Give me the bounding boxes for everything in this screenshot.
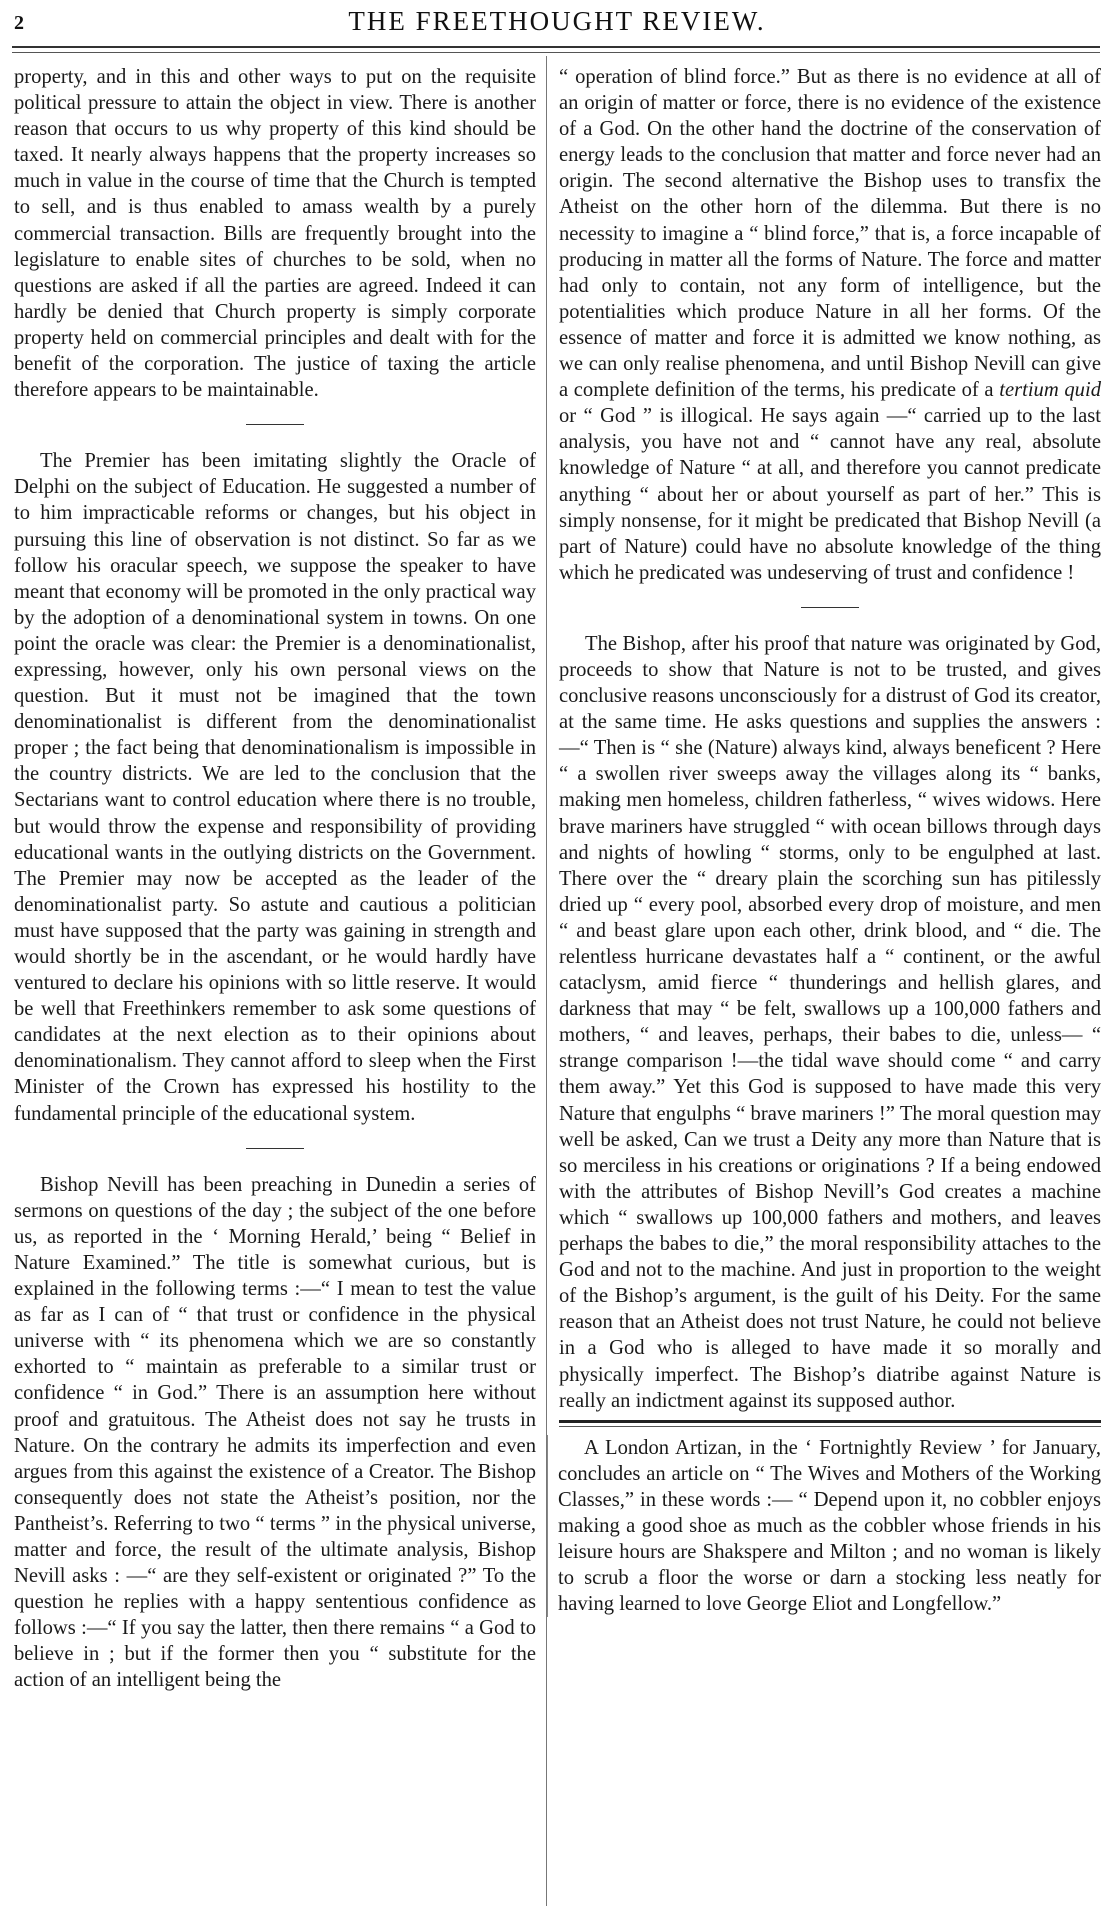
rule-thin — [559, 1426, 1101, 1427]
london-artizan-note — [547, 1435, 1101, 1618]
section-double-rule — [559, 1420, 1101, 1427]
header-rule — [12, 46, 1100, 48]
header-rule-thin — [12, 52, 1100, 53]
text-run: “ operation of blind force.” But as there is no evidence at all of an origin of matter or force, there is no evidence of the existence of a God. On the other hand the doctrine of the conservation of energy leads to the conclusion that matter and force never had an origin. The second alternative the Bishop uses to transfix the Atheist on the other horn of the dilemma. But there is no necessity to imagine a “ blind force,” that is, a force incapable of producing in matter all the forms of Nature. The force and matter had only to contain, not any form of intelligence, but the potentialities which produce Nature in all her forms. Of the essence of matter and force it is admitted we know nothing, as we can only realise phenomena, and until Bishop Nevill can give a complete definition of the terms, his predicate of a — [559, 66, 1101, 402]
left-column — [14, 64, 536, 1694]
article-paragraph-church-property: property, and in this and other ways to put on the requisite political pressure to attain the object in view. There is another reason that occurs to us why property of this kind should be taxed. It nearly always happens that the property increases so much in value in the course of time that the Church is tempted to sell, and is thus enabled to amass wealth by a purely commercial transaction. Bills are frequently brought into the legislature to enable sites of churches to be sold, when no questions are asked if all the parties are agreed. Indeed it can hardly be denied that Church property is simply corporate property held on commercial principles and dealt with for the benefit of the corporation. The justice of taxing the article therefore appears to be maintainable. — [14, 66, 536, 402]
section-separator — [801, 607, 859, 608]
article-paragraph-blind-force — [559, 64, 1101, 586]
article-paragraph-london-artizan: A London Artizan, in the ‘ Fortnightly Review ’ for January, concludes an article on “ The Wives and Mothers of the Working Classes,” in these words :— “ Depend upon it, no cobbler enjoys making a good shoe as much as the cobbler whose friends in his leisure hours are Shakspere and Milton ; and no woman is likely to scrub a floor the worse or darn a stocking less neatly for having learned to love George Eliot and Longfellow.” — [558, 1436, 1101, 1616]
article-paragraph-premier-education: The Premier has been imitating slightly the Oracle of Delphi on the subject of Education. He suggested a number of to him impracticable reforms or changes, but his object in pursuing this line of observation is not distinct. So far as we follow his oracular speech, we suppose the speaker to have meant that economy will be promoted in the only practical way by the adoption of a denominational system in towns. On one point the oracle was clear: the Premier is a denominationalist, expressing, however, only his own personal views on the question. But it must not be imagined that the town denominationalist is different from the denominationalist proper ; the fact being that denominationalism is impossible in the country districts. We are led to the conclusion that the Sectarians want to control education where there is no trouble, but would throw the expense and responsibility of providing educational wants in the outlying districts on the Government. The Premier may now be accepted as the leader of the denominationalist party. So astute and cautious a politician must have supposed that the party was gaining in strength and would shortly be in the ascendant, or he would hardly have ventured to declare his opinions with so little reserve. It would be well that Freethinkers remember to ask some questions of candidates at the next election as to their opinions about denominationalism. They cannot afford to sleep when the First Minister of the Crown has expressed his hostility to the fundamental principle of the educational system. — [14, 450, 536, 1125]
italic-phrase: tertium quid — [999, 379, 1101, 402]
right-column — [559, 64, 1101, 1617]
text-run: or “ God ” is illogical. He says again —“ carried up to the last analysis, you have not and “ cannot have any real, absolute knowledge of Nature “ at all, and therefore you cannot predicate anything “ about her or about yourself as part of her.” This is simply nonsense, for it might be predicated that Bishop Nevill (a part of Nature) could have no absolute knowledge of the thing which he predicated was undeserving of trust and confidence ! — [559, 405, 1101, 584]
article-paragraph-bishop-nevill: Bishop Nevill has been preaching in Dunedin a series of sermons on questions of the day ; the subject of the one before us, as reported in the ‘ Morning Herald,’ being “ Belief in Nature Examined.” The title is somewhat curious, but is explained in the following terms :—“ I mean to test the value as far as I can of “ that trust or confidence in the physical universe with “ its phenomena which we are so constantly exhorted to “ maintain as preferable to a similar trust or confidence “ in God.” There is an assumption here without proof and gratuitous. The Atheist does not say he trusts in Nature. On the contrary he admits its imperfection and even argues from this against the existence of a Creator. The Bishop consequently does not state the Atheist’s position, nor the Pantheist’s. Referring to two “ terms ” in the physical universe, matter and force, the result of the ultimate analysis, Bishop Nevill asks : —“ are they self-existent or originated ?” To the question he replies with a happy sententious confidence as follows :—“ If you say the latter, then there remains “ a God to believe in ; but if the former then you “ substitute for the action of an intelligent being the — [14, 1173, 536, 1692]
column-divider — [546, 56, 547, 1906]
section-separator — [246, 1148, 304, 1149]
page-number: 2 — [14, 12, 24, 34]
section-separator — [246, 424, 304, 425]
masthead-title: THE FREETHOUGHT REVIEW. — [348, 6, 766, 36]
rule-thick — [559, 1420, 1101, 1423]
article-paragraph-bishop-nature: The Bishop, after his proof that nature was originated by God, proceeds to show that Nature is not to be trusted, and gives conclusive reasons unconsciously for a distrust of God its creator, at the same time. He asks questions and supplies the answers :—“ Then is “ she (Nature) always kind, always beneficent ? Here “ a swollen river sweeps away the villages along its “ banks, making men homeless, children fatherless, “ wives widows. Here brave mariners have struggled “ with ocean billows through days and nights of howling “ storms, only to be engulphed at last. There over the “ dreary plain the scorching sun has pitilessly dried up “ every pool, absorbed every drop of moisture, and men “ and beast glare upon each other, drink blood, and “ die. The relentless hurricane devastates half a “ continent, or the awful cataclysm, amid fierce “ thunderings and hellish glares, and darkness that may “ be felt, swallows up a 100,000 fathers and mothers, “ and leaves, perhaps, their babes to die, unless— “ strange comparison !—the tidal wave should come “ and carry them away.” Yet this God is supposed to have made this very Nature that engulphs “ brave mariners !” The moral question may well be asked, Can we trust a Deity any more than Nature that is so merciless in his creations or originations ? If a being endowed with the attributes of Bishop Nevill’s God creates a machine which “ swallows up 100,000 fathers and mothers, and leaves perhaps the babes to die,” the moral responsibility attaches to the God and not to the machine. And just in proportion to the weight of the Bishop’s argument, is the guilt of his Deity. For the same reason that an Atheist does not trust Nature, he could not believe in a God who is alleged to have made it so morally and physically imperfect. The Bishop’s diatribe against Nature is really an indictment against its supposed author. — [559, 632, 1101, 1412]
